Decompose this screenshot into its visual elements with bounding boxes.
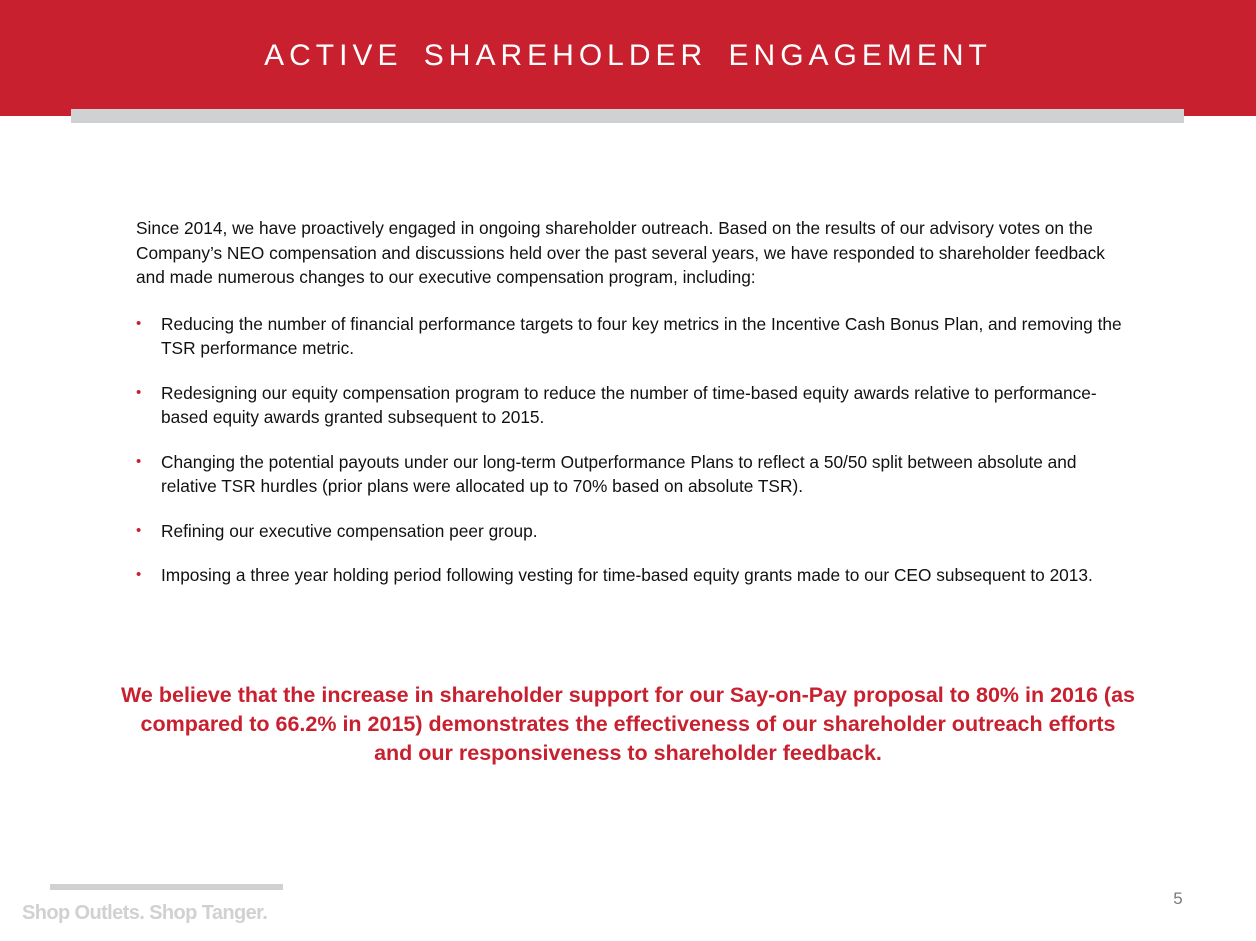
list-item-text: Redesigning our equity compensation program to reduce the number of time-based equity awards relative to performance-based equity awards granted subsequent to 2015. (161, 382, 1097, 427)
list-item-text: Refining our executive compensation peer group. (161, 520, 538, 541)
footer-divider (50, 884, 283, 890)
intro-paragraph: Since 2014, we have proactively engaged in ongoing shareholder outreach. Based on the results of our advisory votes on the Company’s NEO compensation and discussions held over the past several years, we have responded to shareholder feedback and made numerous changes to our executive compensation program, including: (136, 218, 1105, 287)
main-content (136, 216, 1126, 608)
page-title: ACTIVE SHAREHOLDER ENGAGEMENT (264, 39, 992, 72)
changes-list (136, 312, 1126, 588)
footer-tagline: Shop Outlets. Shop Tanger. (22, 902, 268, 924)
list-item (136, 563, 1126, 588)
page-number: 5 (1173, 889, 1183, 908)
bullet-icon: • (136, 452, 142, 470)
list-item-text: Imposing a three year holding period following vesting for time-based equity grants made to our CEO subsequent to 2013. (161, 565, 1093, 585)
list-item-text: Changing the potential payouts under our long-term Outperformance Plans to reflect a 50/50 split between absolute and relative TSR hurdles (prior plans were allocated up to 70% based on absolute TSR). (161, 451, 1077, 496)
bullet-icon: • (136, 314, 142, 332)
bullet-icon: • (136, 383, 142, 401)
list-item (136, 450, 1126, 499)
list-item (136, 519, 1126, 544)
list-item-text: Reducing the number of financial performance targets to four key metrics in the Incentive Cash Bonus Plan, and removing the TSR performance metric. (161, 313, 1122, 358)
header-divider (71, 109, 1184, 123)
bullet-icon: • (136, 566, 142, 583)
bullet-icon: • (136, 521, 142, 539)
list-item (136, 381, 1126, 430)
conclusion-statement: We believe that the increase in shareholder support for our Say-on-Pay proposal to 80% in 2016 (as compared to 66.2% in 2015) demonstrates the effectiveness of our shareholder outreach efforts and our responsiveness to shareholder feedback. (121, 683, 1135, 765)
list-item (136, 312, 1126, 361)
